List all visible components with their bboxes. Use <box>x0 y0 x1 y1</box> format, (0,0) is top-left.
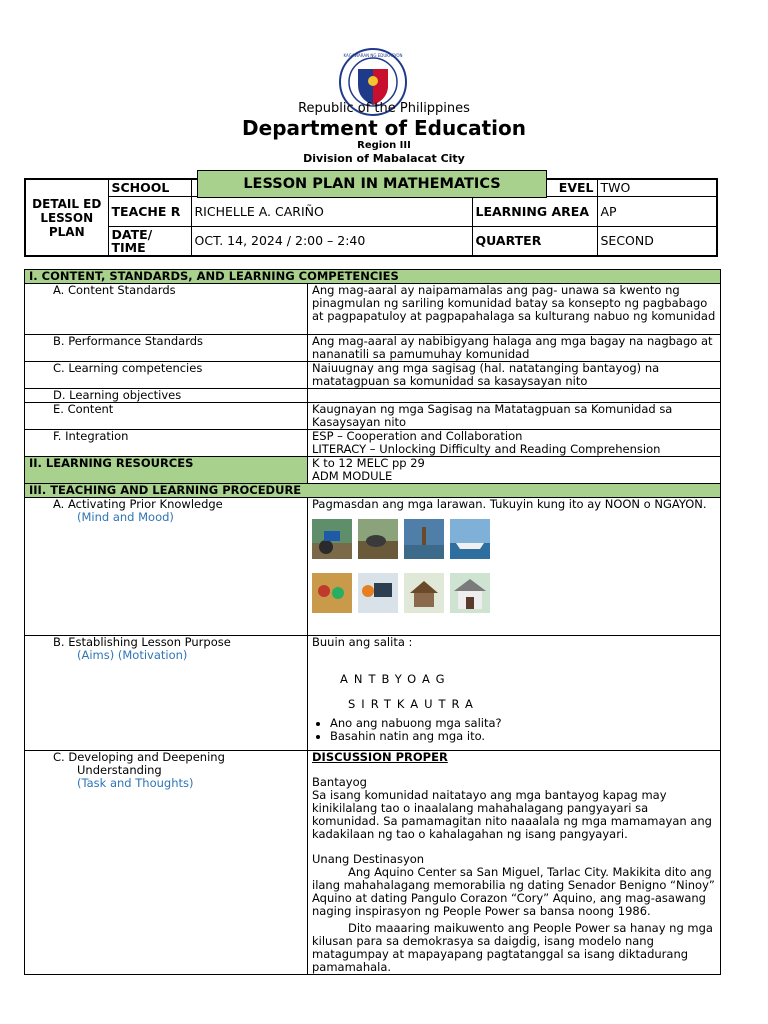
bahay-kubo-image <box>404 573 444 613</box>
learning-competencies-label: C. Learning competencies <box>25 362 308 389</box>
detailed-lesson-plan-label: DETAIL ED LESSON PLAN <box>25 179 108 256</box>
scrambled-word-1: ANTBYOAG <box>340 672 451 686</box>
integration-text <box>308 430 721 457</box>
section-header-content: I. CONTENT, STANDARDS, AND LEARNING COMPETENCIES <box>25 270 721 284</box>
table-row <box>25 498 721 636</box>
table-row <box>25 751 721 975</box>
developing-label: C. Developing and Deepening Understanding <box>53 750 225 777</box>
children-gathering-image <box>312 573 352 613</box>
table-row <box>25 430 721 457</box>
carabao-plow-image <box>358 519 398 559</box>
activating-instruction: Pagmasdan ang mga larawan. Tukuyin kung ito ay NOON o NGAYON. <box>312 497 707 511</box>
table-row <box>25 457 721 484</box>
learning-competencies-text: Naiuugnay ang mga sagisag (hal. natatanging bantayog) na matatagpuan sa komunidad sa kasaysayan nito <box>308 362 721 389</box>
table-row <box>25 636 721 751</box>
student-computer-image <box>358 573 398 613</box>
resource-adm: ADM MODULE <box>312 469 393 483</box>
developing-content <box>308 751 721 975</box>
table-row <box>25 284 721 335</box>
republic-line: Republic of the Philippines <box>298 101 470 116</box>
learning-area-label: LEARNING AREA <box>472 196 597 226</box>
unang-destinasyon-heading: Unang Destinasyon <box>312 852 425 866</box>
learning-objectives-text <box>308 389 721 403</box>
table-row <box>25 403 721 430</box>
list-item: • Ano ang nabuong mga salita? <box>330 717 716 730</box>
integration-esp: ESP – Cooperation and Collaboration <box>312 429 523 443</box>
region-line: Region III <box>357 140 411 151</box>
lesson-content-table <box>24 269 721 975</box>
teacher-label: TEACHE R <box>108 196 191 226</box>
level-label: EVEL <box>472 179 597 196</box>
fisherman-raft-image <box>404 519 444 559</box>
lesson-plan-title: LESSON PLAN IN MATHEMATICS <box>197 170 547 198</box>
question-list <box>330 717 716 743</box>
integration-literacy: LITERACY – Unlocking Difficulty and Reading Comprehension <box>312 442 661 456</box>
resource-melc: K to 12 MELC pp 29 <box>312 456 425 470</box>
images-row-1 <box>312 519 716 559</box>
resources-text <box>308 457 721 484</box>
developing-sub: (Task and Thoughts) <box>77 776 194 790</box>
section-header-resources: II. LEARNING RESOURCES <box>25 457 308 484</box>
table-row <box>25 362 721 389</box>
establishing-lesson-purpose <box>25 636 308 751</box>
content-label: E. Content <box>25 403 308 430</box>
list-item: • Basahin natin ang mga ito. <box>330 730 716 743</box>
aquino-center-paragraph: Ang Aquino Center sa San Miguel, Tarlac City. Makikita dito ang ilang mahahalagang memorabilia ng dating Senador Benigno “Ninoy” Aquino at dating Pangulo Corazon “Cory” Aquino, ang mag-asawang naging inspirasyon ng People Power sa bansa noong 1986. <box>312 865 715 918</box>
division-line: Division of Mabalacat City <box>303 152 465 165</box>
activating-sub: (Mind and Mood) <box>77 510 174 524</box>
performance-standards-label: B. Performance Standards <box>25 335 308 362</box>
date-time-label: DATE/ TIME <box>108 226 191 256</box>
discussion-title: DISCUSSION PROPER <box>312 750 448 764</box>
activating-prior-knowledge <box>25 498 308 636</box>
activating-label: A. Activating Prior Knowledge <box>53 497 223 511</box>
date-time-value: OCT. 14, 2024 / 2:00 – 2:40 <box>191 226 472 256</box>
learning-objectives-label: D. Learning objectives <box>25 389 308 403</box>
section-header-procedure: III. TEACHING AND LEARNING PROCEDURE <box>25 484 721 498</box>
content-standards-text: Ang mag-aaral ay naipamamalas ang pag- unawa sa kwento ng pinagmulan ng sariling komunidad batay sa konsepto ng pagbabago at pagpapatuloy at pagpapahalaga sa kulturang nabuo ng komunidad <box>308 284 721 335</box>
motor-boat-image <box>450 519 490 559</box>
performance-standards-text: Ang mag-aaral ay nabibigyang halaga ang mga bagay na nagbago at nananatili sa pamumuhay komunidad <box>308 335 721 362</box>
teacher-value: RICHELLE A. CARIÑO <box>191 196 472 226</box>
people-power-paragraph: Dito maaaring maikuwento ang People Power sa hanay ng mga kilusan para sa demokrasya sa daigdig, isang modelo nang matagumpay at mapayapang pagtatanggal sa isang diktadurang pamamahala. <box>312 921 713 974</box>
concrete-house-image <box>450 573 490 613</box>
establishing-instruction: Buuin ang salita : <box>312 635 413 649</box>
images-row-2 <box>312 573 716 613</box>
table-row <box>25 335 721 362</box>
content-text: Kaugnayan ng mga Sagisag na Matatagpuan sa Komunidad sa Kasaysayan nito <box>308 403 721 430</box>
establishing-content <box>308 636 721 751</box>
establishing-label: B. Establishing Lesson Purpose <box>53 635 231 649</box>
farmer-tractor-image <box>312 519 352 559</box>
scrambled-word-2: SIRTKAUTRA <box>348 697 479 711</box>
svg-text:KAGAWARAN NG EDUKASYON: KAGAWARAN NG EDUKASYON <box>343 53 403 58</box>
level-value: TWO <box>597 179 717 196</box>
table-row <box>25 389 721 403</box>
establishing-sub: (Aims) (Motivation) <box>77 648 188 662</box>
department-title: Department of Education <box>242 116 526 140</box>
quarter-value: SECOND <box>597 226 717 256</box>
integration-label: F. Integration <box>25 430 308 457</box>
bantayog-paragraph: Sa isang komunidad naitatayo ang mga bantayog kapag may kinikilalang tao o inaalalang mahahalagang pangyayari sa komunidad. Sa pamamagitan nito naaalala ng mga mamamayan ang kadakilaan ng tao o kahalagahan ng isang pangyayari. <box>312 788 712 841</box>
content-standards-label: A. Content Standards <box>25 284 308 335</box>
developing-understanding <box>25 751 308 975</box>
quarter-label: QUARTER <box>472 226 597 256</box>
learning-area-value: AP <box>597 196 717 226</box>
bantayog-heading: Bantayog <box>312 775 367 789</box>
activating-content <box>308 498 721 636</box>
school-label: SCHOOL <box>108 179 191 196</box>
